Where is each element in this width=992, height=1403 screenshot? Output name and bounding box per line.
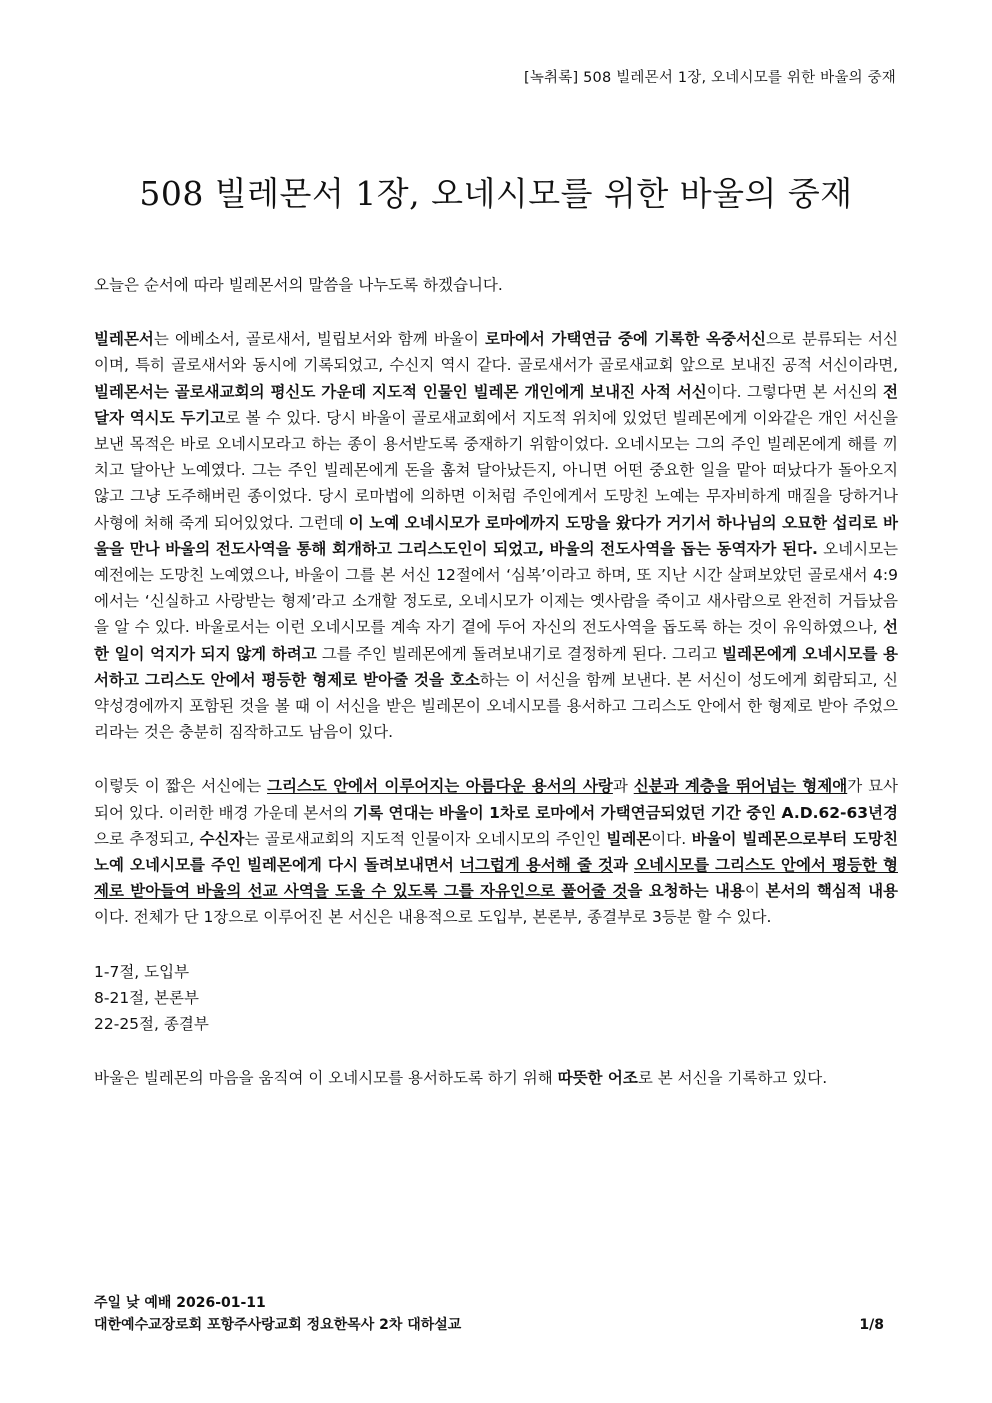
document-body	[94, 272, 898, 1119]
page-number: 1/8	[859, 1317, 884, 1333]
body-text: 과	[612, 777, 634, 796]
page-footer	[94, 1292, 884, 1336]
bold-text: 따뜻한 어조	[557, 1069, 638, 1088]
body-text: 이다. 그렇다면 본 서신의	[706, 382, 884, 401]
underlined-text: 오네시모를 그리스도 안에서 평등한 형제로 받아들여 바울의 선교 사역을 도울 수 있도록 그를 자유인으로 풀어줄 것	[94, 856, 898, 901]
bold-text: 로마에서 가택연금 중에 기록한 옥중서신	[485, 330, 766, 349]
body-text: 이다.	[651, 829, 692, 848]
body-text: 으로 추정되고,	[94, 829, 200, 848]
body-text: 이	[744, 882, 766, 901]
summary-paragraph	[94, 773, 898, 930]
bold-text: 바울이 빌레몬으로부터 도망친 노예 오네시모를 주인 빌레몬에게 다시 돌려보내면서	[94, 829, 898, 875]
body-text: 으로 분류되는 서신이며, 특히 골로새서와 동시에 기록되었고, 수신지 역시 같다. 골로새서가 골로새교회 앞으로 보내진 공적 서신이라면,	[94, 330, 898, 375]
outline-item: 8-21절, 본론부	[94, 988, 199, 1007]
body-text: 가 묘사되어 있다. 이러한 배경 가운데 본서의	[94, 777, 898, 822]
closing-paragraph	[94, 1065, 898, 1091]
bold-text: 본서의 핵심적 내용	[765, 882, 899, 901]
bold-text: 이 노예 오네시모가 로마에까지 도망을 왔다가 거기서 하나님의 오묘한 섭리로 바울을 만나 바울의 전도사역을 통해 회개하고 그리스도인이 되었고, 바울의 전도사역을 돕는 동역자가 된다.	[94, 513, 898, 558]
outline-item: 22-25절, 종결부	[94, 1015, 209, 1034]
intro-paragraph: 오늘은 순서에 따라 빌레몬서의 말씀을 나누도록 하겠습니다.	[94, 276, 503, 294]
underlined-text: 너그럽게 용서해 줄 것	[459, 856, 613, 875]
body-text: 바울은 빌레몬의 마음을 움직여 이 오네시모를 용서하도록 하기 위해	[94, 1069, 558, 1088]
body-text: 이다. 전체가 단 1장으로 이루어진 본 서신은 내용적으로 도입부, 본론부, 종결부로 3등분 할 수 있다.	[94, 908, 772, 927]
underlined-text: 그리스도 안에서 이루어지는 아름다운 용서의 사랑	[267, 777, 613, 796]
bold-text: 빌레몬에게 오네시모를 용서하고 그리스도 안에서 평등한 형제로 받아줄 것을 호소	[94, 644, 898, 689]
outline-list	[94, 959, 898, 1038]
bold-text: 빌레몬	[606, 829, 652, 848]
body-text: 로 본 서신을 기록하고 있다.	[637, 1069, 828, 1088]
body-text: 는 골로새교회의 지도적 인물이자 오네시모의 주인인	[244, 829, 607, 848]
background-paragraph	[94, 326, 898, 745]
body-text: 로 볼 수 있다. 당시 바울이 골로새교회에서 지도적 위치에 있었던 빌레몬에게 이와같은 개인 서신을 보낸 목적은 바로 오네시모라고 하는 종이 용서받도록 중재하기 위함이었다. 오네시모는 그의 주인 빌레몬에게 해를 끼치고 달아난 노예였다. 그는 주인 빌레몬에게 돈을 훔쳐 달아났든지, 아니면 어떤 중요한 일을 맡아 떠났다가 돌아오지 않고 그냥 도주해버린 종이었다. 당시 로마법에 의하면 이처럼 주인에게서 도망친 노예는 무자비하게 매질을 당하거나 사형에 처해 죽게 되어있었다. 그런데	[94, 408, 898, 532]
running-header: [녹취록] 508 빌레몬서 1장, 오네시모를 위한 바울의 중재	[523, 70, 896, 86]
bold-text: 기록 연대는 바울이 1차로 로마에서 가택연금되었던 기간 중인 A.D.62-63년경	[353, 803, 898, 822]
outline-item: 1-7절, 도입부	[94, 962, 190, 981]
page-title: 508 빌레몬서 1장, 오네시모를 위한 바울의 중재	[139, 174, 853, 213]
bold-text: 빌레몬서	[94, 330, 154, 349]
bold-text: 빌레몬서는 골로새교회의 평신도 가운데 지도적 인물인 빌레몬 개인에게 보내진 사적 서신	[94, 382, 707, 401]
bold-text: 전달자 역시도 두기고	[94, 382, 898, 427]
bold-text: 수신자	[199, 829, 245, 848]
bold-text	[634, 777, 848, 795]
footer-service-date: 주일 낮 예배 2026-01-11	[94, 1295, 266, 1311]
bold-text	[460, 856, 613, 874]
footer-church: 대한예수교장로회 포항주사랑교회 정요한목사 2차 대하설교	[94, 1317, 462, 1333]
bold-text: 선한 일이 억지가 되지 않게 하려고	[94, 618, 898, 663]
body-text: 그를 주인 빌레몬에게 돌려보내기로 결정하게 된다. 그리고	[316, 644, 723, 663]
bold-text: 을 요청하는 내용	[627, 882, 745, 901]
underlined-text: 신분과 계층을 뛰어넘는 형제애	[633, 777, 848, 796]
body-text: 하는 이 서신을 함께 보낸다. 본 서신이 성도에게 회람되고, 신약성경에까지 포함된 것을 볼 때 이 서신을 받은 빌레몬이 오네시모를 용서하고 그리스도 안에서 한 형제로 받아 주었으리라는 것은 충분히 짐작하고도 남음이 있다.	[94, 670, 898, 742]
body-text: 이렇듯 이 짧은 서신에는	[94, 777, 268, 796]
bold-text: 과	[612, 856, 635, 875]
footer-row	[94, 1314, 884, 1336]
body-text: 는 에베소서, 골로새서, 빌립보서와 함께 바울이	[153, 330, 486, 349]
body-text: 오네시모는 예전에는 도망친 노예였으나, 바울이 그를 본 서신 12절에서 ‘심복’이라고 하며, 또 지난 시간 살펴보았던 골로새서 4:9에서는 ‘신실하고 사랑받는 형제’라고 소개할 정도로, 오네시모가 이제는 옛사람을 죽이고 새사람으로 완전히 거듭났음을 알 수 있다. 바울로서는 이런 오네시모를 계속 자기 곁에 두어 자신의 전도사역을 돕도록 하는 것이 유익하였으나,	[94, 539, 899, 637]
bold-text	[267, 777, 613, 795]
